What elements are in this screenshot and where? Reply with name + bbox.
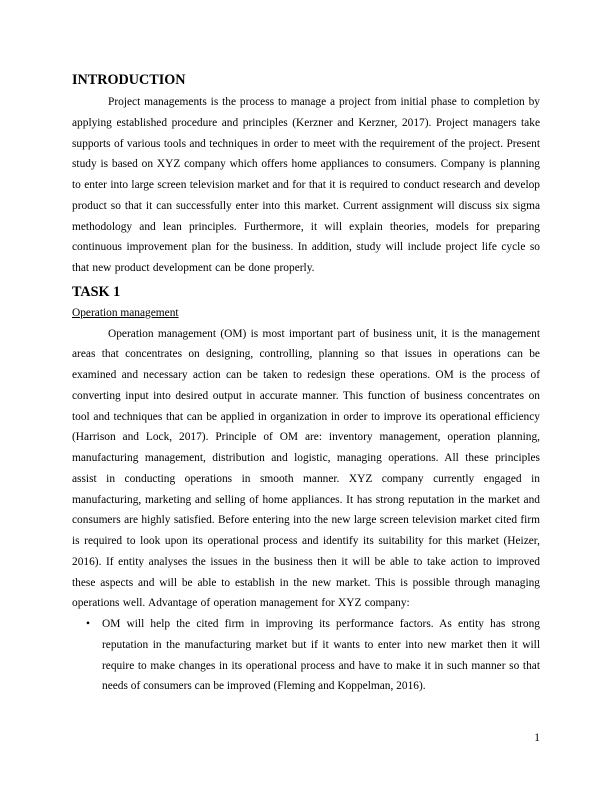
list-item	[72, 614, 540, 697]
bullet-icon: •	[86, 618, 90, 630]
operation-management-subheading: Operation management	[72, 306, 179, 319]
advantages-list	[72, 614, 540, 697]
operation-management-paragraph: Operation management (OM) is most important part of business unit, it is the management areas that concentrates on designing, controlling, planning so that issues in operations can be examined and necessary action can be taken to redesign these operations. OM is the process of converting input into desired output in accurate manner. This function of business concentrates on tool and techniques that can be applied in organization in order to improve its operational efficiency (Harrison and Lock, 2017). Principle of OM are: inventory management, operation planning, manufacturing management, distribution and logistic, managing operations. All these principles assist in conducting operations in smooth manner. XYZ company currently engaged in manufacturing, marketing and selling of home appliances. It has strong reputation in the market and consumers are highly satisfied. Before entering into the new large screen television market cited firm is required to look upon its operational process and identify its suitability for this market (Heizer, 2016). If entity analyses the issues in the business then it will be able to take action to improved these aspects and will be able to establish in the new market. This is possible through managing operations well. Advantage of operation management for XYZ company:	[72, 327, 540, 610]
task-1-heading: TASK 1	[72, 283, 121, 300]
introduction-paragraph: Project managements is the process to manage a project from initial phase to completion by applying established procedure and principles (Kerzner and Kerzner, 2017). Project managers take supports of various tools and techniques in order to meet with the requirement of the project. Present study is based on XYZ company which offers home appliances to consumers. Company is planning to enter into large screen television market and for that it is required to conduct research and develop product so that it can successfully enter into this market. Current assignment will discuss six sigma methodology and lean principles. Furthermore, it will explain theories, models for preparing continuous improvement plan for the business. In addition, study will include project life cycle so that new product development can be done properly.	[72, 96, 540, 274]
page-number: 1	[534, 732, 540, 744]
introduction-heading: INTRODUCTION	[72, 72, 186, 88]
bullet-text: OM will help the cited firm in improving its performance factors. As entity has strong reputation in the manufacturing market but if it wants to enter into new market then it will require to make changes in its operational process and have to make it in such manner so that needs of consumers can be improved (Fleming and Koppelman, 2016).	[102, 618, 540, 693]
page-content	[72, 70, 540, 697]
